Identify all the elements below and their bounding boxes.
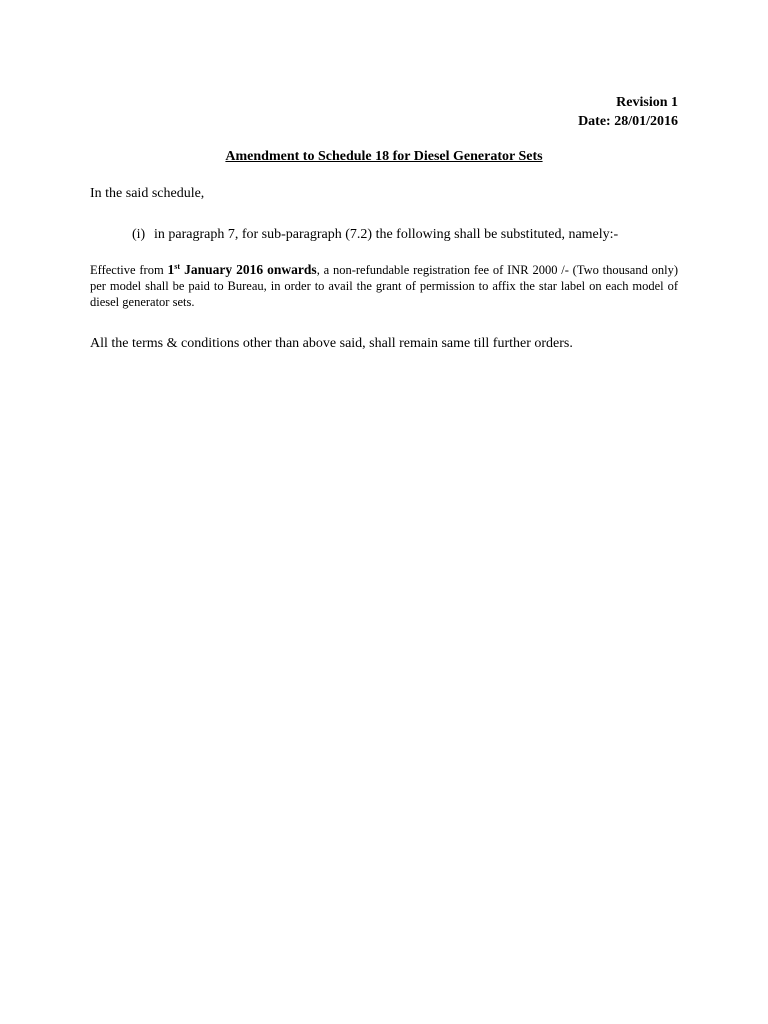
effective-day-suffix: st — [174, 262, 181, 271]
revision-label: Revision 1 — [616, 95, 678, 110]
intro-text: In the said schedule, — [90, 186, 205, 201]
effective-paragraph — [90, 262, 678, 310]
clause-number: (i) — [132, 227, 146, 242]
document-title-text: Amendment to Schedule 18 for Diesel Generator Sets — [225, 149, 543, 164]
effective-date-rest: January 2016 onwards — [180, 262, 317, 277]
effective-day: 1 — [167, 262, 175, 277]
clause-text: in paragraph 7, for sub-paragraph (7.2) the following shall be substituted, namely:- — [154, 227, 619, 242]
effective-body: , a non-refundable registration fee of INR 2000 /- (Two thousand only) per model shall be paid to Bureau, in order to avail the grant of permission to affix the star label on each model of diesel generator sets. — [90, 263, 678, 309]
closing-text: All the terms & conditions other than above said, shall remain same till further orders. — [90, 336, 573, 351]
effective-prefix: Effective from — [90, 263, 168, 277]
document-title — [0, 148, 768, 166]
revision-date: Date: 28/01/2016 — [578, 114, 678, 129]
effective-date — [167, 262, 316, 277]
clause-item — [132, 226, 618, 244]
revision-block — [578, 93, 678, 131]
